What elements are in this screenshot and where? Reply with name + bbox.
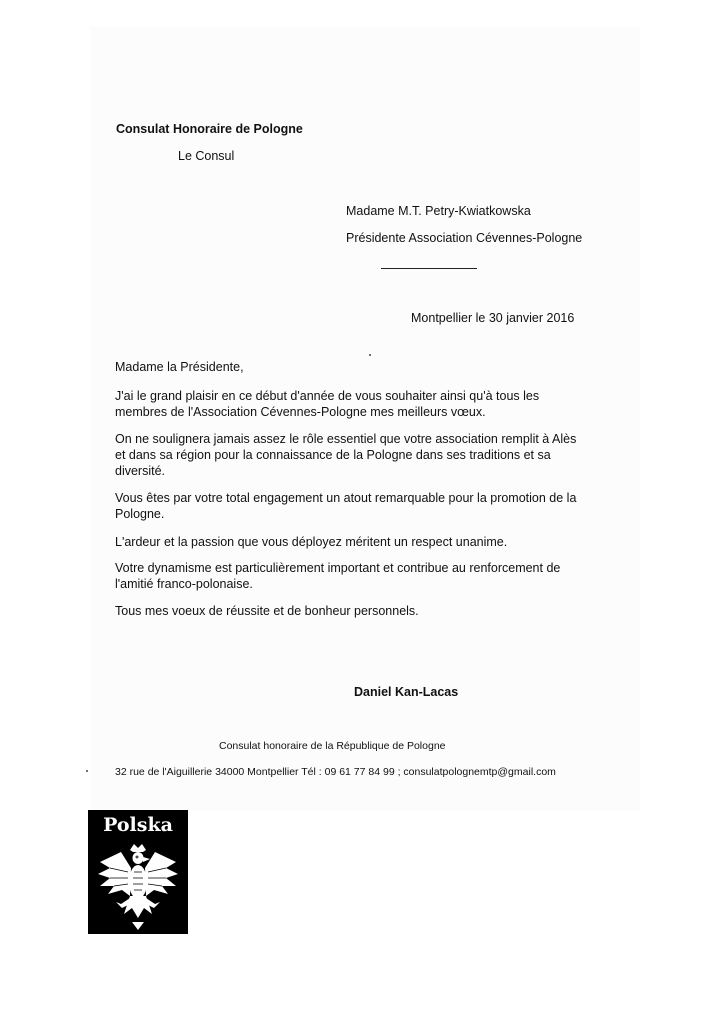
paragraph-line: diversité. [115, 464, 166, 478]
paragraph-line: et dans sa région pour la connaissance de la Pologne dans ses traditions et sa [115, 448, 551, 462]
signature-name: Daniel Kan-Lacas [354, 685, 459, 699]
footer-address: 32 rue de l'Aiguillerie 34000 Montpellier Tél : 09 61 77 84 99 ; consulatpolognemtp@gmail.com [115, 766, 556, 778]
sender-title: Le Consul [178, 149, 235, 163]
separator-line [381, 268, 477, 269]
paragraph-line: l'amitié franco-polonaise. [115, 577, 253, 591]
recipient-name: Madame M.T. Petry-Kwiatkowska [346, 204, 531, 218]
paragraph-line: Vous êtes par votre total engagement un atout remarquable pour la promotion de la [115, 491, 577, 505]
recipient-title: Présidente Association Cévennes-Pologne [346, 231, 583, 245]
polska-emblem [88, 810, 188, 934]
paragraph-line: membres de l'Association Cévennes-Pologne mes meilleurs vœux. [115, 405, 486, 419]
scan-speck [369, 354, 371, 356]
paragraph-line: L'ardeur et la passion que vous déployez méritent un respect unanime. [115, 535, 508, 549]
consulate-heading: Consulat Honoraire de Pologne [116, 122, 303, 136]
paragraph-line: On ne soulignera jamais assez le rôle essentiel que votre association remplit à Alès [115, 432, 577, 446]
footer-consulate: Consulat honoraire de la République de Pologne [219, 740, 446, 752]
paragraph-line: Pologne. [115, 507, 165, 521]
paragraph-line: Tous mes voeux de réussite et de bonheur personnels. [115, 604, 419, 618]
emblem-label: Polska [103, 814, 173, 836]
date-line: Montpellier le 30 janvier 2016 [411, 311, 575, 325]
paragraph-line: Votre dynamisme est particulièrement important et contribue au renforcement de [115, 561, 561, 575]
salutation: Madame la Présidente, [115, 360, 244, 374]
scan-speck [86, 770, 88, 772]
paragraph-line: J'ai le grand plaisir en ce début d'année de vous souhaiter ainsi qu'à tous les [115, 389, 540, 403]
polish-eagle-icon [88, 810, 188, 934]
